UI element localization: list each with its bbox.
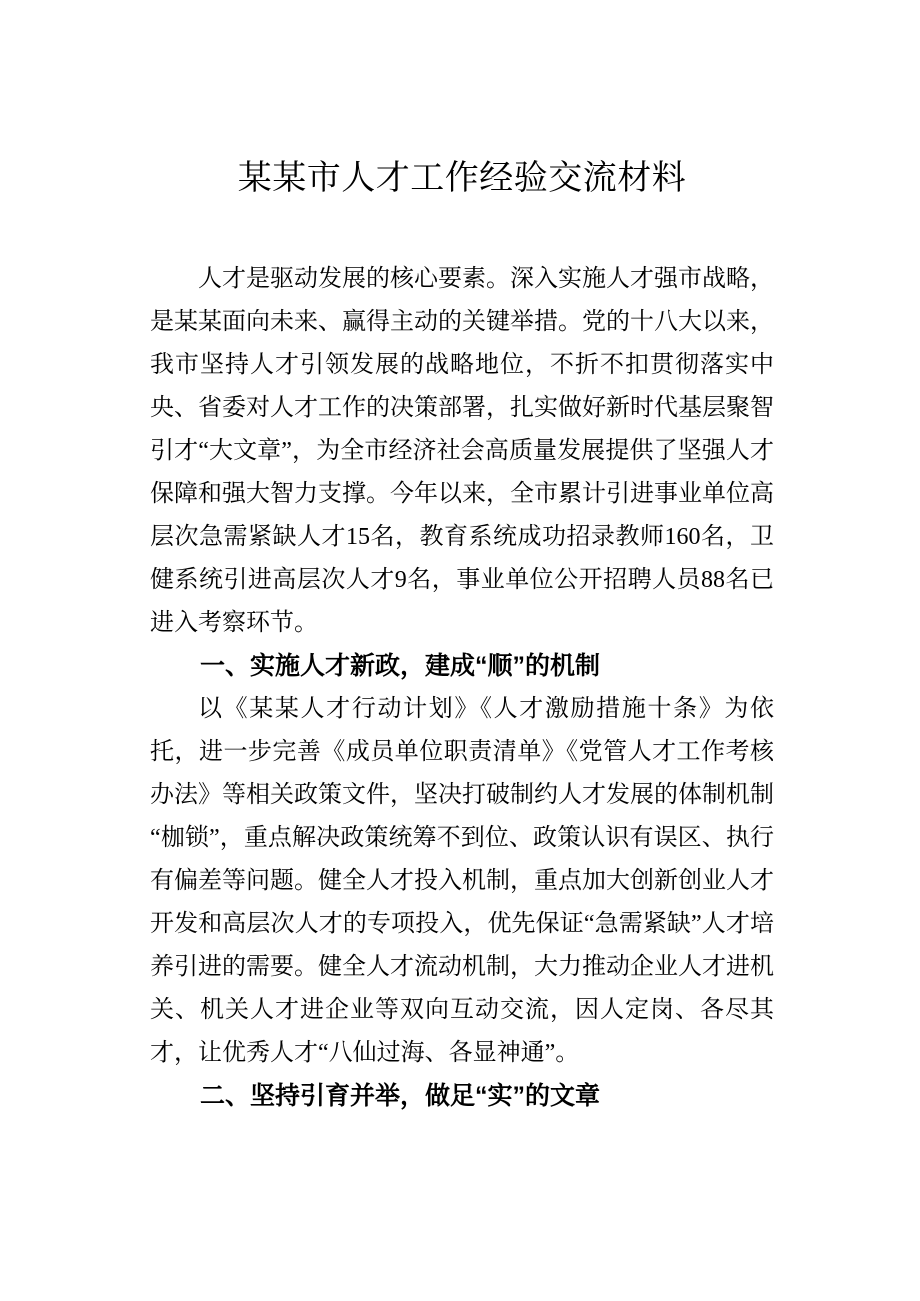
- intro-paragraph: 人才是驱动发展的核心要素。深入实施人才强市战略，是某某面向未来、赢得主动的关键举措。党的十八大以来，我市坚持人才引领发展的战略地位，不折不扣贯彻落实中央、省委对人才工作的决策部署，扎实做好新时代基层聚智引才“大文章”，为全市经济社会高质量发展提供了坚强人才保障和强大智力支撑。今年以来，全市累计引进事业单位高层次急需紧缺人才15名，教育系统成功招录教师160名，卫健系统引进高层次人才9名，事业单位公开招聘人员88名已进入考察环节。: [150, 266, 774, 636]
- section-2-heading: 二、坚持引育并举，做足“实”的文章: [200, 1082, 601, 1110]
- section-1-heading: 一、实施人才新政，建成“顺”的机制: [200, 652, 601, 680]
- section-1-paragraph: 以《某某人才行动计划》《人才激励措施十条》为依托，进一步完善《成员单位职责清单》《党管人才工作考核办法》等相关政策文件，坚决打破制约人才发展的体制机制“枷锁”，重点解决政策统筹不到位、政策认识有误区、执行有偏差等问题。健全人才投入机制，重点加大创新创业人才开发和高层次人才的专项投入，优先保证“急需紧缺”人才培养引进的需要。健全人才流动机制，大力推动企业人才进机关、机关人才进企业等双向互动交流，因人定岗、各尽其才，让优秀人才“八仙过海、各显神通”。: [150, 696, 774, 1066]
- document-title: 某某市人才工作经验交流材料: [237, 160, 687, 197]
